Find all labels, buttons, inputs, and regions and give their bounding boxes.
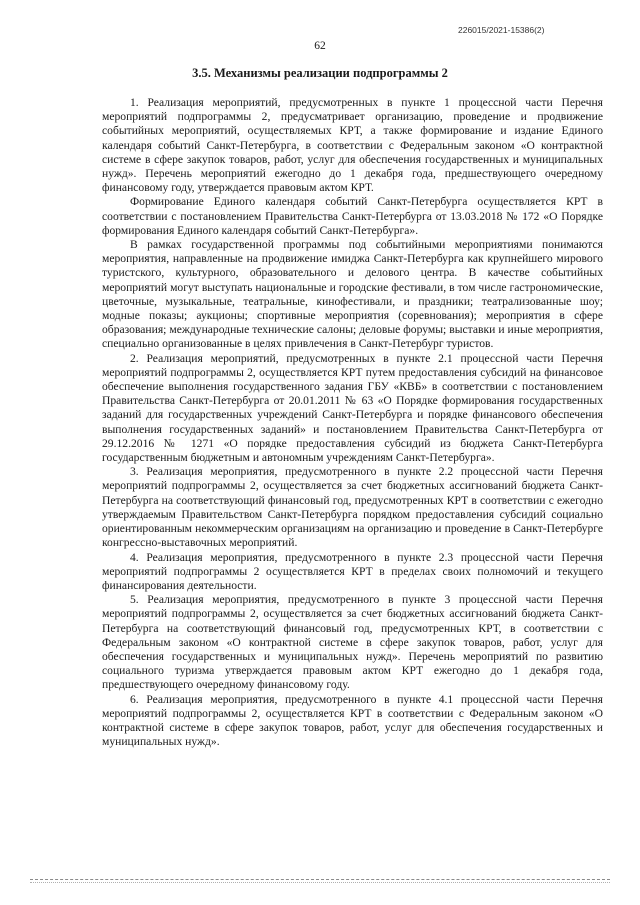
page-number: 62 (314, 40, 326, 52)
body-text (102, 96, 603, 749)
paragraph-8: 6. Реализация мероприятия, предусмотренного в пункте 4.1 процессной части Перечня мероприятий подпрограммы 2, осуществляется КРТ в соответствии с Федеральным законом «О контрактной системе в сфере закупок товаров, работ, услуг для обеспечения государственных и муниципальных нужд». (102, 692, 603, 749)
paragraph-2: Формирование Единого календаря событий Санкт-Петербурга осуществляется КРТ в соответствии с постановлением Правительства Санкт-Петербурга от 13.03.2018 № 172 «О Порядке формирования Единого календаря событий Санкт-Петербурга». (102, 195, 603, 237)
paragraph-7: 5. Реализация мероприятия, предусмотренного в пункте 3 процессной части Перечня мероприятий подпрограммы 2, осуществляется за счет бюджетных ассигнований бюджета Санкт-Петербурга на соответствующий финансовый год, предусмотренных КРТ, в соответствии с Федеральным законом «О контрактной системе в сфере закупок товаров, работ, услуг для обеспечения государственных и муниципальных нужд». Перечень мероприятий по развитию социального туризма утверждается правовым актом КРТ ежегодно до 1 декабря года, предшествующего очередному финансовому году. (102, 593, 603, 692)
paragraph-4: 2. Реализация мероприятий, предусмотренных в пункте 2.1 процессной части Перечня мероприятий подпрограммы 2, осуществляется КРТ путем предоставления субсидий на финансовое обеспечение выполнения государственного задания ГБУ «КВБ» в соответствии с постановлением Правительства Санкт-Петербурга от 20.01.2011 № 63 «О Порядке формирования государственных заданий для государственных учреждений Санкт-Петербурга и порядке финансового обеспечения выполнения государственных заданий» и постановлением Правительства Санкт-Петербурга от 29.12.2016 № 1271 «О порядке предоставления субсидий из бюджета Санкт-Петербурга государственным бюджетным и автономным учреждениям Санкт-Петербурга». (102, 351, 603, 465)
section-heading: 3.5. Механизмы реализации подпрограммы 2 (192, 66, 448, 80)
paragraph-1: 1. Реализация мероприятий, предусмотренных в пункте 1 процессной части Перечня мероприятий подпрограммы 2, предусматривает организацию, проведение и продвижение событийных мероприятий, осуществляемых КРТ, а также формирование и издание Единого календаря событий Санкт-Петербурга, в соответствии с Федеральным законом «О контрактной системе в сфере закупок товаров, работ, услуг для обеспечения государственных и муниципальных нужд». Перечень мероприятий ежегодно до 1 декабря года, предшествующего очередному финансовому году, утверждается правовым актом КРТ. (102, 96, 603, 195)
footer-divider (30, 879, 610, 880)
document-id: 226015/2021-15386(2) (458, 25, 545, 35)
paragraph-6: 4. Реализация мероприятия, предусмотренного в пункте 2.3 процессной части Перечня мероприятий подпрограммы 2 осуществляется КРТ в пределах своих полномочий и текущего финансирования деятельности. (102, 550, 603, 592)
paragraph-3: В рамках государственной программы под событийными мероприятиями понимаются мероприятия, направленные на продвижение имиджа Санкт-Петербурга как крупнейшего мирового туристского, культурного, образовательного и делового центра. В качестве событийных мероприятий могут выступать национальные и городские фестивали, в том числе гастрономические, цветочные, музыкальные, театральные, кинофестивали, и праздники; театрализованные шоу; модные показы; аукционы; спортивные мероприятия (соревнования); мероприятия в сфере образования; международные технические салоны; деловые форумы; выставки и иные мероприятия, специально организованные в целях привлечения в Санкт-Петербург туристов. (102, 238, 603, 351)
paragraph-5: 3. Реализация мероприятия, предусмотренного в пункте 2.2 процессной части Перечня мероприятий подпрограммы 2, осуществляется за счет бюджетных ассигнований бюджета Санкт-Петербурга на соответствующий финансовый год, предусмотренных КРТ в соответствии с ежегодно утверждаемым Правительством Санкт-Петербурга порядком предоставления субсидий социально ориентированным некоммерческим организациям на организацию и проведение в Санкт-Петербурге конгрессно-выставочных мероприятий. (102, 465, 603, 550)
footer-divider-dotted (30, 882, 610, 883)
